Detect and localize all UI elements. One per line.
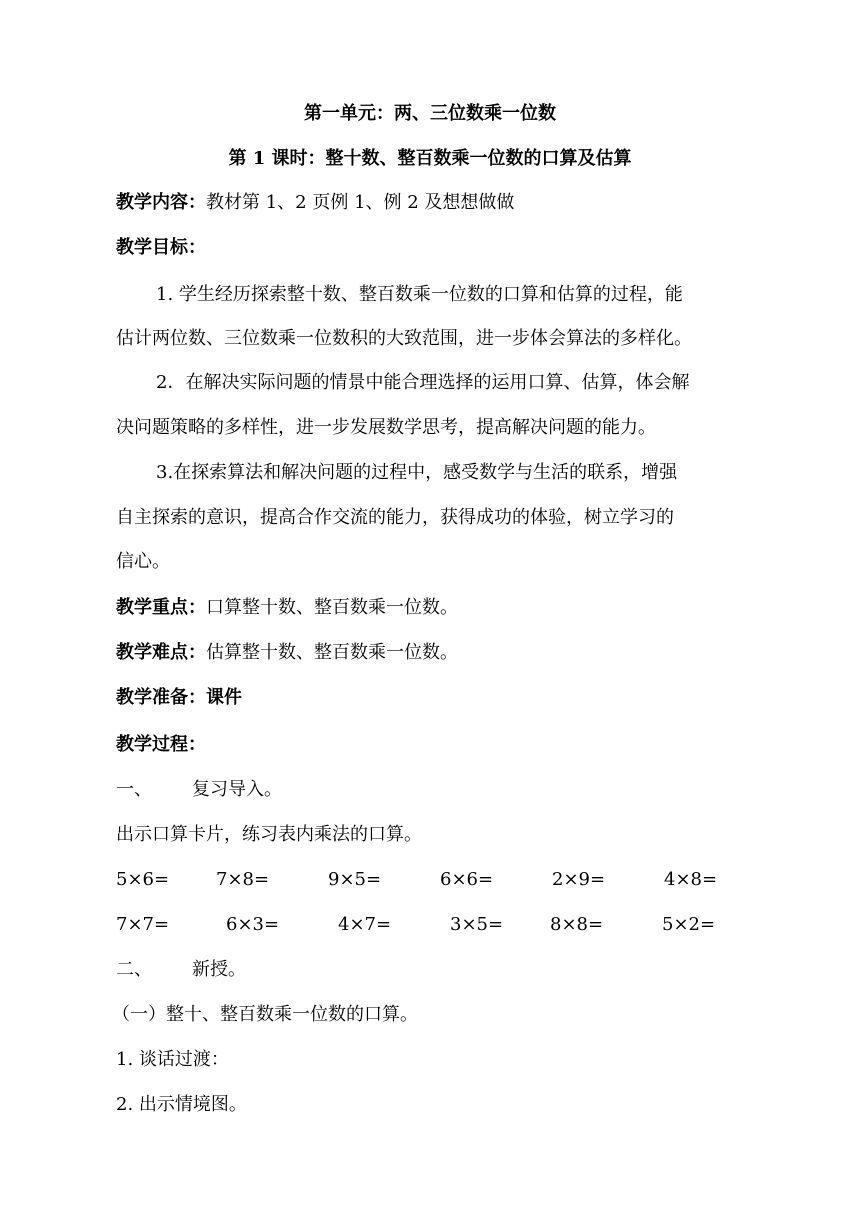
goal1-line2: 估计两位数、三位数乘一位数积的大致范围，进一步体会算法的多样化。	[116, 328, 692, 349]
drill-item: 3×5=	[450, 914, 504, 935]
drill-item: 7×8=	[216, 869, 270, 890]
section2-text: 新授。	[192, 959, 246, 980]
drill-item: 4×8=	[664, 869, 718, 890]
drill-item: 5×2=	[662, 914, 716, 935]
step2: 2. 出示情境图。	[116, 1094, 247, 1115]
goals-label: 教学目标：	[116, 237, 206, 258]
drill-item: 6×6=	[440, 869, 494, 890]
drill-item: 7×7=	[116, 914, 170, 935]
process-label: 教学过程：	[116, 734, 206, 755]
prep-text: 课件	[206, 687, 242, 708]
goal2-line1: 2．在解决实际问题的情景中能合理选择的运用口算、估算，体会解	[156, 372, 690, 393]
section2-number: 二、	[116, 959, 152, 980]
goal3-line3: 信心。	[116, 551, 170, 572]
section1-text: 复习导入。	[192, 779, 282, 800]
section1-description: 出示口算卡片，练习表内乘法的口算。	[116, 824, 422, 845]
drill-item: 2×9=	[552, 869, 606, 890]
step1: 1. 谈话过渡：	[116, 1049, 229, 1070]
section1-heading	[116, 777, 282, 803]
goal3-line1: 3.在探索算法和解决问题的过程中，感受数学与生活的联系，增强	[156, 462, 678, 483]
difficulty-line	[116, 640, 458, 666]
goal2-line2: 决问题策略的多样性，进一步发展数学思考，提高解决问题的能力。	[116, 417, 656, 438]
key-point-line	[116, 595, 458, 621]
content-text: 教材第 1、2 页例 1、例 2 及想想做做	[206, 192, 515, 213]
section2-heading	[116, 957, 246, 983]
prep-line	[116, 685, 242, 711]
goal3-line2: 自主探索的意识，提高合作交流的能力，获得成功的体验，树立学习的	[116, 507, 674, 528]
difficulty-label: 教学难点：	[116, 642, 206, 663]
drill-item: 9×5=	[328, 869, 382, 890]
content-label: 教学内容：	[116, 192, 206, 213]
subsection1-heading: （一）整十、整百数乘一位数的口算。	[112, 1004, 418, 1025]
drill-item: 5×6=	[116, 869, 170, 890]
drill-item: 8×8=	[550, 914, 604, 935]
difficulty-text: 估算整十数、整百数乘一位数。	[206, 642, 458, 663]
lesson-title: 第 1 课时：整十数、整百数乘一位数的口算及估算	[228, 148, 632, 169]
key-text: 口算整十数、整百数乘一位数。	[206, 597, 458, 618]
content-line	[116, 190, 514, 216]
key-label: 教学重点：	[116, 597, 206, 618]
prep-label: 教学准备：	[116, 687, 206, 708]
section1-number: 一、	[116, 779, 152, 800]
drill-item: 4×7=	[338, 914, 392, 935]
drill-item: 6×3=	[226, 914, 280, 935]
unit-title: 第一单元：两、三位数乘一位数	[304, 103, 556, 124]
goal1-line1: 1. 学生经历探索整十数、整百数乘一位数的口算和估算的过程，能	[156, 284, 683, 305]
